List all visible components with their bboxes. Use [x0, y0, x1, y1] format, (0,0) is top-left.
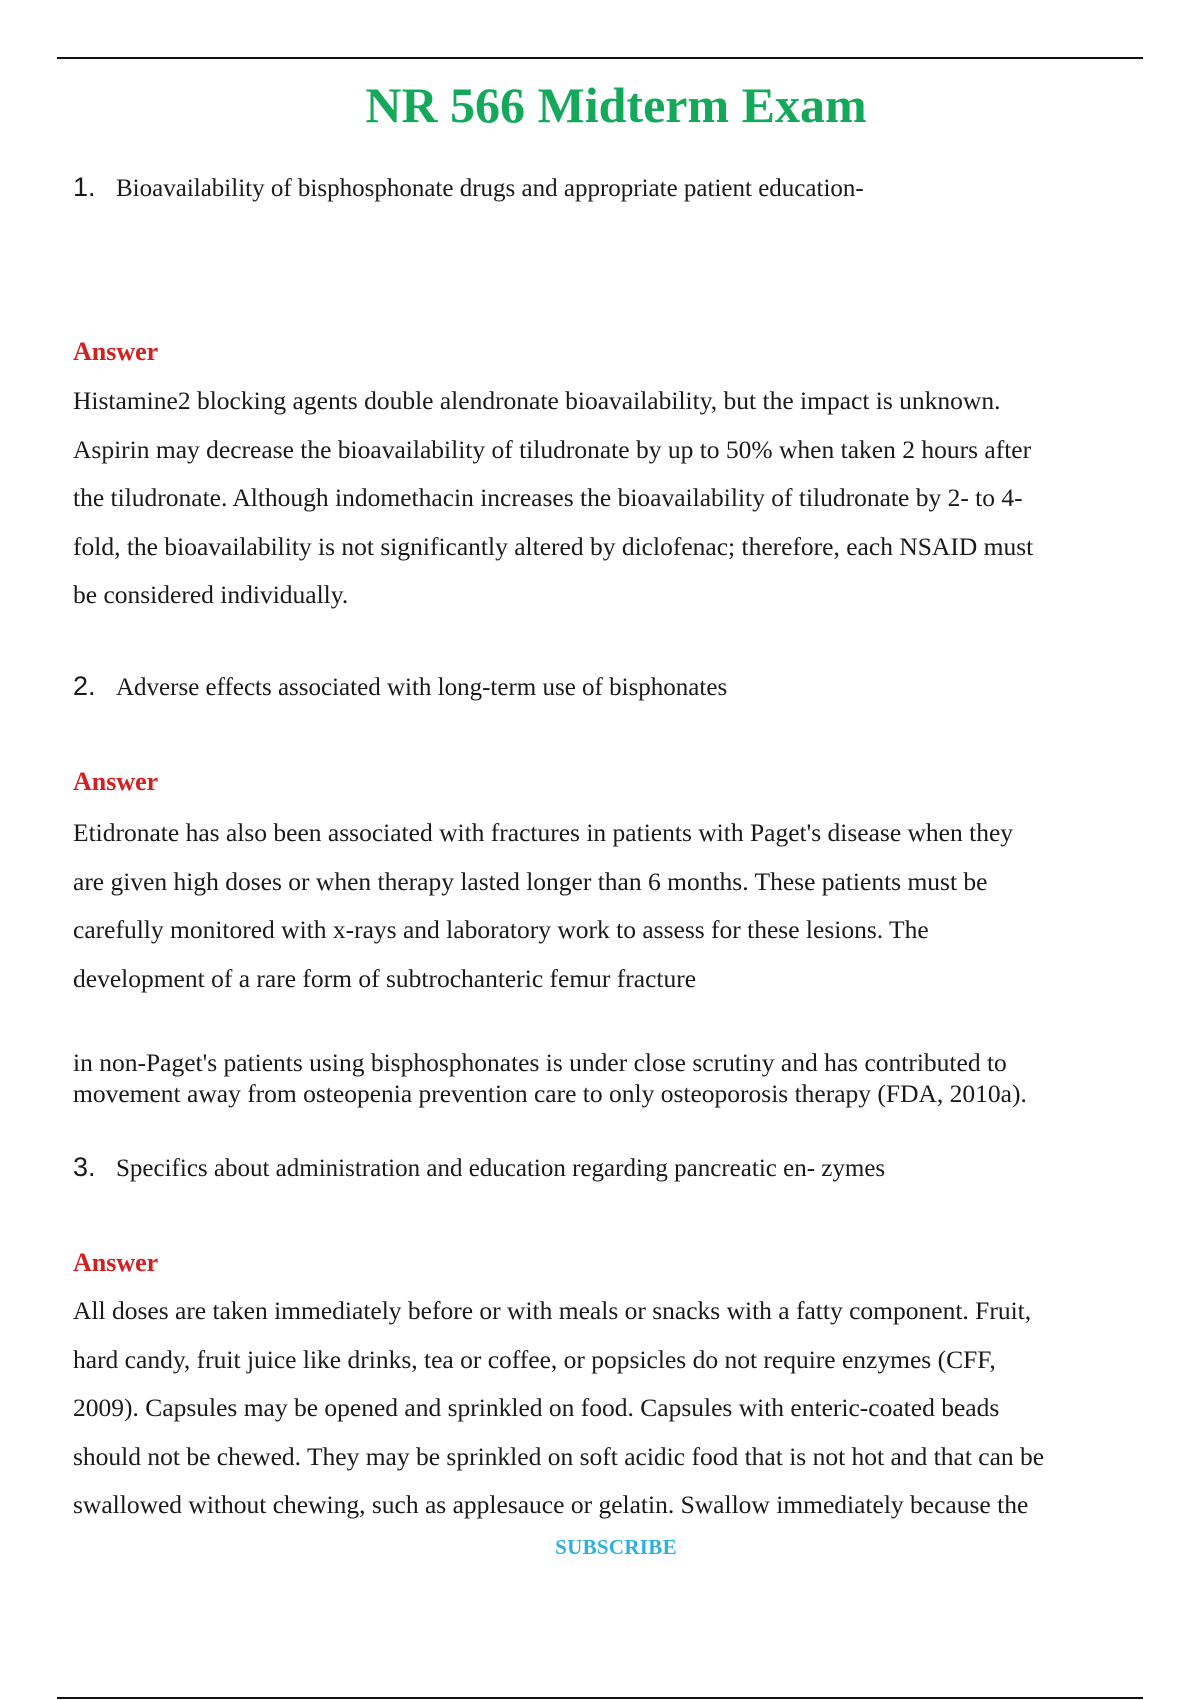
answer-text-2-continued: in non-Paget's patients using bisphosphonates is under close scrutiny and has contributed to movement away from osteopenia prevention care to only osteoporosis therapy (FDA, 2010a).	[73, 1048, 1027, 1108]
top-rule	[57, 57, 1143, 59]
answer-label-1: Answer	[73, 337, 159, 366]
question-3	[73, 1150, 1143, 1186]
answer-text-1: Histamine2 blocking agents double alendronate bioavailability, but the impact is unknown. Aspirin may decrease the bioavailability of tiludronate by up to 50% when taken 2 hours after the tiludronate. Although indomethacin increases the bioavailability of tiludronate by 2- to 4- fold, the bioavailability is not significantly altered by diclofenac; therefore, each NSAID must be considered individually.	[73, 386, 1034, 609]
answer-label-3: Answer	[73, 1248, 159, 1277]
question-number: 1.	[73, 172, 96, 202]
question-number: 2.	[73, 671, 96, 701]
bottom-rule	[57, 1697, 1143, 1699]
page-title: NR 566 Midterm Exam	[365, 77, 867, 133]
answer-text-2: Etidronate has also been associated with fractures in patients with Paget's disease when they are given high doses or when therapy lasted longer than 6 months. These patients must be carefully monitored with x-rays and laboratory work to assess for these lesions. The development of a rare form of subtrochanteric femur fracture	[73, 818, 1014, 993]
question-text: Bioavailability of bisphosphonate drugs and appropriate patient education-	[116, 175, 864, 202]
subscribe-link[interactable]: SUBSCRIBE	[555, 1535, 677, 1559]
question-text: Adverse effects associated with long-term use of bisphonates	[116, 674, 728, 701]
question-number: 3.	[73, 1152, 96, 1182]
answer-label-2: Answer	[73, 767, 159, 796]
answer-text-3: All doses are taken immediately before or with meals or snacks with a fatty component. Fruit, hard candy, fruit juice like drinks, tea or coffee, or popsicles do not require enzymes (CFF, 2009). Capsules may be opened and sprinkled on food. Capsules with enteric-coated beads should not be chewed. They may be sprinkled on soft acidic food that is not hot and that can be swallowed without chewing, such as applesauce or gelatin. Swallow immediately because the	[73, 1296, 1045, 1519]
question-1	[73, 170, 1143, 206]
question-2	[73, 669, 1143, 705]
question-text: Specifics about administration and education regarding pancreatic en- zymes	[116, 1155, 886, 1182]
